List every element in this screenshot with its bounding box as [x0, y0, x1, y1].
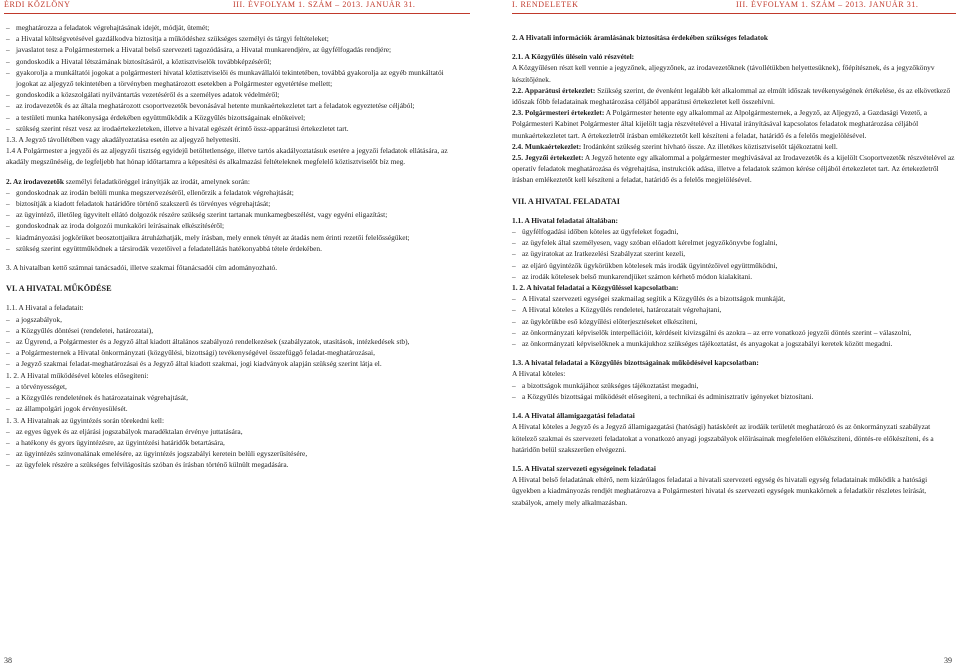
- paragraph: A Közgyűlésen részt kell vennie a jegyzőnek, aljegyzőnek, az irodavezetőknek (távollétükben helyettesüknek), főépítésznek, és a jegyzőkönyv készítőjének.: [512, 63, 935, 84]
- paragraph: 2.5. Jegyzői értekezlet: A Jegyző hetente egy alkalommal a polgármester meghívásával az Irodavezetők és a kijelölt Csoportvezetők részvételével az operatív feladatok meghatározása és végrehajtása, instrukciók adása, illetve a feladatok számon kérése céljából értekezletet tart. Az értekezletről írásban emlékeztetőt kell készíteni a feladat, határidő és a felelős megjelölésével.: [512, 153, 955, 185]
- list-item: – meghatározza a feladatok végrehajtásának idejét, módját, ütemét;: [6, 22, 464, 33]
- list-item: – gondoskodik a közszolgálati nyilvántartás vezetéséről és a személyes adatok védelméről;: [6, 89, 464, 100]
- list-item: – az ügyfelek által személyesen, vagy szóban előadott kérelmet jegyzőkönyvbe foglalni,: [512, 237, 956, 248]
- journal-title: ÉRDI KÖZLÖNY: [4, 0, 71, 9]
- list-item: – gondoskodnak az irodán belüli munka megszervezéséről, ellenőrzik a feladatok végrehajtását;: [6, 187, 464, 198]
- list-item: – a testületi munka hatékonysága érdekében együttműködik a Közgyűlés bizottságainak elnökeivel;: [6, 112, 464, 123]
- paragraph: 1. 2. A Hivatal működésével köteles elősegíteni:: [6, 370, 149, 380]
- list-item: – az állampolgári jogok érvényesülését.: [6, 403, 464, 414]
- list-item: – a törvényességet,: [6, 381, 464, 392]
- subsection-heading: 1.5. A Hivatal szervezeti egységeinek feladatai: [512, 463, 656, 473]
- list-item: – az ügyfelek részére a szükséges felvilágosítás szóban és írásban történő külnült megadására.: [6, 459, 464, 470]
- list-item: – a jogszabályok,: [6, 314, 464, 325]
- list-item: – a bizottságok munkájához szükséges tájékoztatást megadni,: [512, 380, 956, 391]
- paragraph: 3. A hivatalban kettő számnai tanácsadói, illetve szakmai főtanácsadói cím adományozható.: [6, 263, 278, 273]
- list-item: – a Közgyűlés rendeletének és határozatainak végrehajtását,: [6, 392, 464, 403]
- subsection-heading: 2. A Hivatali információk áramlásának biztosítása érdekében szükséges feladatok: [512, 33, 769, 42]
- paragraph: 2. Az irodavezetők személyi feladatköréggel irányítják az irodát, amelynek során:: [6, 176, 250, 186]
- list-item: – A Hivatal szervezeti egységei szakmailag segítik a Közgyűlés és a bizottságok munkáját,: [512, 293, 956, 304]
- list-item: – a Hivatal költségvetésével gazdálkodva biztosítja a működéshez szükséges személyi és tárgyi feltételeket;: [6, 33, 464, 44]
- list-item: – az ügyiratokat az Iratkezelési Szabályzat szerint kezeli,: [512, 248, 956, 259]
- page-number-left: 38: [4, 656, 12, 665]
- list-item: – szükség szerint részt vesz az irodaértekezleteken, illetve a hivatal egészét érintő össz-apparátusi értekezletet tart.: [6, 123, 464, 134]
- paragraph: A Hivatal belső feladatának eltérő, nem kizárólagos feladatai a hivatali szervezeti egység és hivatali egység feladatainak működik a hatósági ügyekben a kiadmányozás rendjét meghatározva a Polgármesteri hivatal és szervezeti egységek munkakörnek a feladatkör részletes leírását, szabályok, amely mely alkalmazásban.: [512, 475, 928, 507]
- paragraph: 2.4. Munkaértekezlet: Irodánként szükség szerint hívható össze. Az illetékes köztisztviselőt tájékoztatni kell.: [512, 141, 838, 151]
- paragraph: 2.1. A Közgyűlés ülésein való részvétel:: [512, 52, 635, 62]
- list-item: – az Ügyrend, a Polgármester és a Jegyző által kiadott általános szabályozó rendelkezések (szabályzatok, utasítások, intézkedések stb),: [6, 336, 464, 347]
- paragraph: A Hivatal köteles:: [512, 369, 566, 379]
- list-item: – az irodák kötelesek belső munkarendjüket számon kérhető módon kialakítani.: [512, 271, 956, 282]
- list-item: – gondoskodnak az iroda dolgozói munkaköri leírásainak elkészítéséről;: [6, 220, 464, 231]
- list-item: – az irodavezetők és az általa meghatározott csoportvezetők bevonásával hetente munkaértekezletet tart a feladatok egyeztetése céljából;: [6, 100, 464, 111]
- list-item: – a Közgyűlés bizottságai működését elősegíteni, a technikai és adminisztratív igényeket biztosítani.: [512, 391, 956, 402]
- issue-label-left: III. ÉVFOLYAM 1. SZÁM – 2013. JANUÁR 31.: [233, 0, 416, 9]
- list-item: – A Hivatal köteles a Közgyűlés rendeletei, határozatait végrehajtani,: [512, 304, 956, 315]
- header-rule-right: [512, 13, 956, 14]
- subsection-heading: 1.4. A Hivatal államigazgatási feladatai: [512, 411, 635, 421]
- list-item: – az ügykörükbe eső közgyűlési előterjesztéseket elkészíteni,: [512, 316, 956, 327]
- list-item: – gyakorolja a munkáltatói jogokat a polgármesteri hivatal köztisztviselői és munkavállalói tekintetében, továbbá gyakorolja az egyéb munkáltatói jogokat az aljegyző tekintetében a törvényben meghatározott esetekben a Polgármester egyetértése mellett;: [6, 67, 464, 89]
- subsection-heading: 1.1. A Hivatal feladatai általában:: [512, 215, 618, 225]
- list-item: – az ügyintéző, illetőleg ügyvitelt ellátó dolgozók részére szükség szerint tartanak munkamegbeszélést, vagy egyéni eligazítást;: [6, 209, 464, 220]
- paragraph: 2.2. Apparátusi értekezlet: Szükség szerint, de évenként legalább két alkalommal az elmúlt időszak tevékenységének értékelése, és az elkövetkező időszak főbb feladatainak meghatározása céljából apparátusi értekezletet kell összehívni.: [512, 85, 951, 107]
- paragraph: 1.1. A Hivatal a feladatait:: [6, 303, 84, 313]
- header-rule-left: [4, 13, 470, 14]
- list-item: – az önkormányzati képviselőknek a munkájukhoz szükséges tájékoztatást, és anyagokat a jogszabályi keretek között megadni.: [512, 338, 956, 349]
- section-heading: VI. A HIVATAL MŰKÖDÉSE: [6, 284, 112, 294]
- issue-label-right: III. ÉVFOLYAM 1. SZÁM – 2013. JANUÁR 31.: [736, 0, 919, 9]
- section-label: I. RENDELETEK: [512, 0, 579, 9]
- list-item: – az eljáró ügyintézők ügykörükben kötelesek más irodák ügyintézőivel együttműködni,: [512, 260, 956, 271]
- paragraph: 1. 3. A Hivatalnak az ügyintézés során törekedni kell:: [6, 415, 165, 425]
- right-column: [512, 32, 956, 508]
- paragraph: A Hivatal köteles a Jegyző és a Jegyző államigazgatási (hatósági) hatáskörét az irodáik területét meghatározó és az önkormányzati szabályzat kötelező szakmai és szervezeti feladatokat a vonatkozó anyagi jogszabályok előírásainak megfelelően előkészíteni, döntés-re előkészíteni, és a határidőn belül szakszerűen elvégezni.: [512, 422, 934, 454]
- list-item: – a Polgármesternek a Hivatal önkormányzati (közgyűlési, bizottsági) tevékenységével összefüggő feladat-meghatározásai,: [6, 347, 464, 358]
- list-item: – a Jegyző szakmai feladat-meghatározásai és a Jegyző által kiadott szakmai, jogi kiadványok alapján szükség szerint látja el.: [6, 358, 464, 369]
- list-item: – biztosítják a kiadott feladatok határidőre történő szakszerű és törvényes végrehajtását;: [6, 198, 464, 209]
- paragraph: 2.3. Polgármesteri értekezlet: A Polgármester hetente egy alkalommal az Alpolgármesternek, a Jegyző, az Aljegyző, a Gazdasági Vezető, a Polgármesteri Kabinet Polgármester által kijelölt tagja részvételével a Hivatal irányításával kapcsolatos feladatok meghatározása céljából munkaértekezletet tart. A értekezletről írásban emlékeztetőt kell készíteni a feladat, határidő és a felelős megjelölésével.: [512, 108, 928, 140]
- section-heading: VII. A HIVATAL FELADATAI: [512, 196, 620, 206]
- list-item: – gondoskodik a Hivatal létszámának biztosításáról, a köztisztviselők továbbképzéséről;: [6, 56, 464, 67]
- list-item: – szükség szerint együttműködnek a társirodák vezetőivel a feladatellátás hatékonyabbá tétele érdekében.: [6, 243, 464, 254]
- list-item: – az önkormányzati képviselők interpellációit, kérdéseit kivizsgálni és azokra – az erre vonatkozó jegyzői döntés szerint – válaszolni,: [512, 327, 956, 338]
- list-item: – a hatékony és gyors ügyintézésre, az ügyintézési határidők betartására,: [6, 437, 464, 448]
- list-item: – kiadmányozási jogkörüket beosztottjaikra átruházhatják, mely írásban, mely ennek tényét az átadás nem érinti rezetői felelősségüket;: [6, 232, 464, 243]
- page-number-right: 39: [944, 656, 952, 665]
- subsection-heading: 1. 2. A hivatal feladatai a Közgyűléssel kapcsolatban:: [512, 283, 679, 293]
- subsection-heading: 1.3. A hivatal feladatai a Közgyűlés bizottságainak működésével kapcsolatban:: [512, 358, 759, 368]
- list-item: – az ügyintézés színvonalának emelésére, az ügyintézés jogszabályi keretein belüli egyszerűsítésére,: [6, 448, 464, 459]
- list-item: – az egyes ügyek és az eljárási jogszabályok maradéktalan érvénye juttatására,: [6, 426, 464, 437]
- list-item: – a Közgyűlés döntései (rendeletei, határozatai),: [6, 325, 464, 336]
- paragraph: 1.3. A Jegyző távollétében vagy akadályoztatása esetén az aljegyző helyettesíti.: [6, 135, 241, 145]
- paragraph: 1.4 A Polgármester a jegyzői és az aljegyzői tisztség egyidejű betöltetlensége, illetve tartós akadályoztatásuk esetére a jegyzői feladatok ellátására, az akadály megszűnéséig, de legfeljebb hat hónap időtartamra a képesítési és alkalmazási feltételeknek megfelelő köztisztviselőt bíz meg.: [6, 146, 448, 167]
- list-item: – javaslatot tesz a Polgármesternek a Hivatal belső szervezeti tagozódására, a Hivatal munkarendjére, az ügyfélfogadás rendjére;: [6, 44, 464, 55]
- bold-lead: 2. Az irodavezetők: [6, 176, 64, 186]
- left-column: [6, 22, 464, 471]
- list-item: – ügyfélfogadási időben köteles az ügyfeleket fogadni,: [512, 226, 956, 237]
